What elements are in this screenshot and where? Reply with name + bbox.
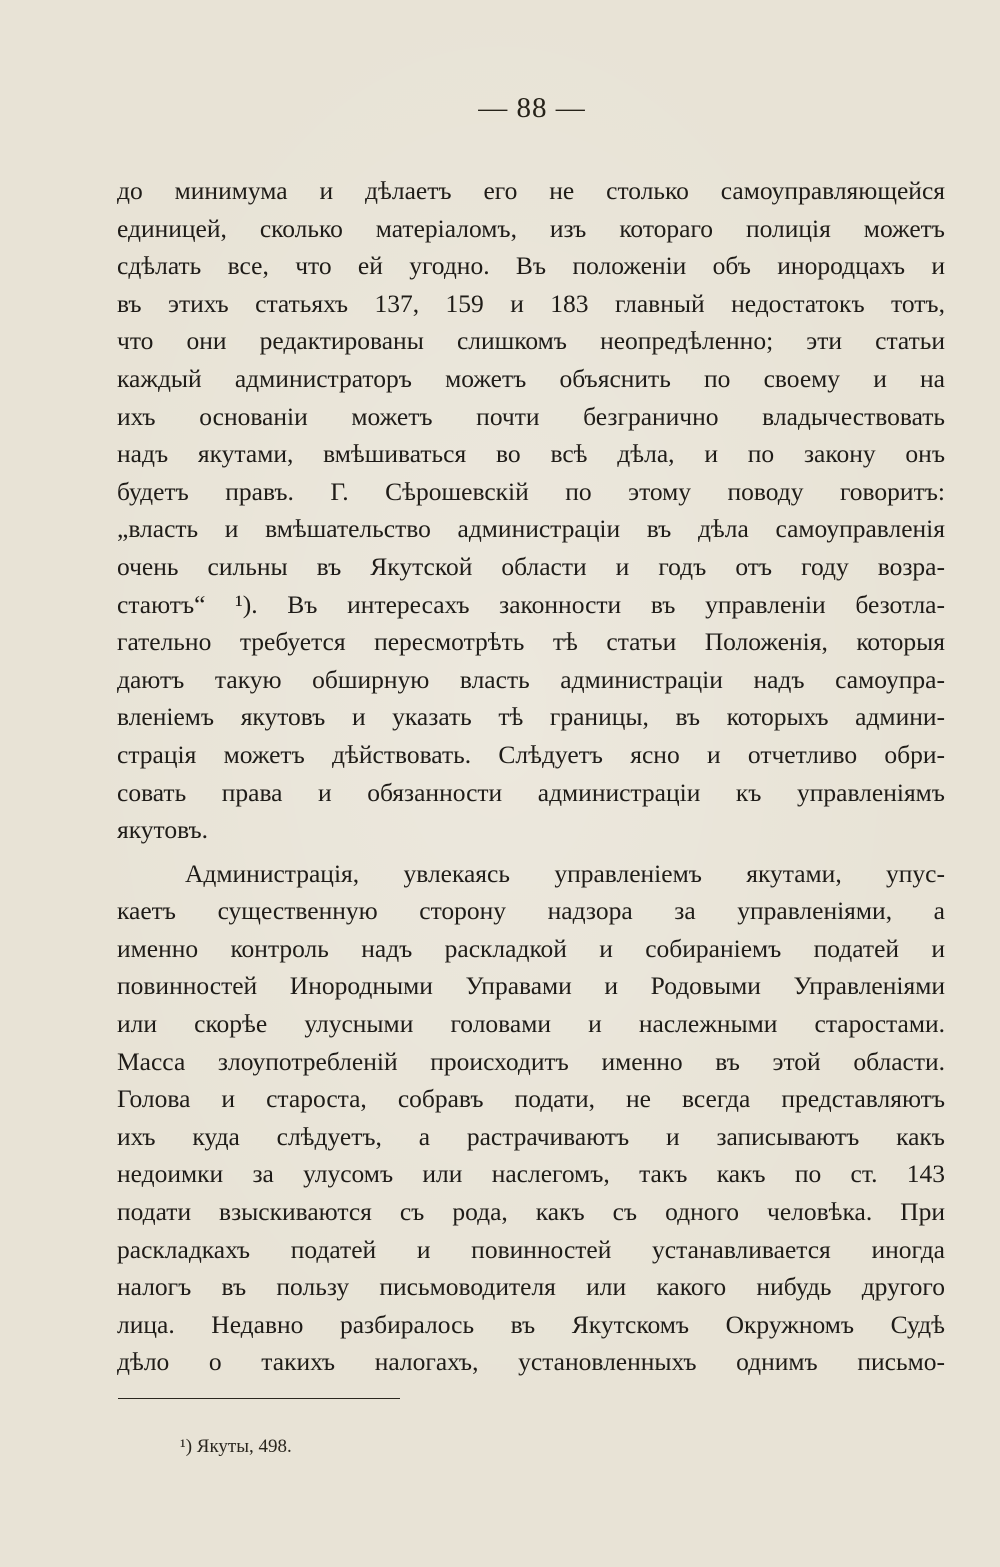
- text-line: каетъ существенную сторону надзора за управленіями, а: [117, 896, 945, 926]
- text-line: ихъ основаніи можетъ почти безгранично владычествовать: [117, 401, 945, 431]
- paragraph-1: [117, 172, 945, 849]
- text-line: недоимки за улусомъ или наслегомъ, такъ какъ по ст. 143: [117, 1159, 945, 1189]
- text-line: что они редактированы слишкомъ неопредѣленно; эти статьи: [117, 326, 945, 356]
- text-line: дѣло о такихъ налогахъ, установленныхъ однимъ письмо-: [117, 1347, 945, 1377]
- text-line: единицей, сколько матеріаломъ, изъ котораго полиція можетъ: [117, 213, 945, 243]
- text-line: или скорѣе улусными головами и наслежными старостами.: [117, 1009, 945, 1039]
- text-line: очень сильны въ Якутской области и годъ отъ году возра-: [117, 551, 945, 581]
- text-line: даютъ такую обширную власть администраціи надъ самоупра-: [117, 664, 945, 694]
- text-line: именно контроль надъ раскладкой и собираніемъ податей и: [117, 933, 945, 963]
- text-line: Администрація, увлекаясь управленіемъ якутами, упус-: [185, 858, 945, 888]
- text-line: сдѣлать все, что ей угодно. Въ положеніи объ инородцахъ и: [117, 251, 945, 281]
- text-line: гательно требуется пересмотрѣть тѣ статьи Положенія, которыя: [117, 627, 945, 657]
- text-line: въ этихъ статьяхъ 137, 159 и 183 главный недостатокъ тотъ,: [117, 288, 945, 318]
- text-line: вленіемъ якутовъ и указать тѣ границы, въ которыхъ админи-: [117, 702, 945, 732]
- text-line: якутовъ.: [117, 815, 209, 845]
- text-line: лица. Недавно разбиралось въ Якутскомъ Окружномъ Судѣ: [117, 1309, 945, 1339]
- paragraph-2: [117, 855, 945, 1381]
- footnote-divider: [118, 1398, 400, 1399]
- text-line: ихъ куда слѣдуетъ, а растрачиваютъ и записываютъ какъ: [117, 1121, 945, 1151]
- main-text: [117, 172, 945, 1381]
- text-line: стаютъ“ ¹). Въ интересахъ законности въ управленіи безотла-: [117, 589, 945, 619]
- text-line: страція можетъ дѣйствовать. Слѣдуетъ ясно и отчетливо обри-: [117, 739, 945, 769]
- text-line: каждый администраторъ можетъ объяснить по своему и на: [117, 363, 945, 393]
- text-line: Масса злоупотребленій происходитъ именно въ этой области.: [117, 1046, 945, 1076]
- footnote-text: Якуты, 498.: [196, 1436, 292, 1457]
- text-line: повинностей Инородными Управами и Родовыми Управленіями: [117, 971, 945, 1001]
- text-line: Голова и староста, собравъ подати, не всегда представляютъ: [117, 1084, 945, 1114]
- text-line: „власть и вмѣшательство администраціи въ дѣла самоуправленія: [117, 514, 945, 544]
- text-line: раскладкахъ податей и повинностей устанавливается иногда: [117, 1234, 945, 1264]
- page-number: — 88 —: [478, 92, 586, 124]
- footnote-marker: ¹): [180, 1436, 193, 1457]
- text-line: совать права и обязанности администраціи къ управленіямъ: [117, 777, 945, 807]
- footnote: [180, 1436, 292, 1458]
- text-line: налогъ въ пользу письмоводителя или какого нибудь другого: [117, 1272, 945, 1302]
- text-line: подати взыскиваются съ рода, какъ съ одного человѣка. При: [117, 1197, 945, 1227]
- text-line: надъ якутами, вмѣшиваться во всѣ дѣла, и по закону онъ: [117, 439, 945, 469]
- text-line: будетъ правъ. Г. Сѣрошевскій по этому поводу говоритъ:: [117, 476, 945, 506]
- text-line: до минимума и дѣлаетъ его не столько самоуправляющейся: [117, 176, 945, 205]
